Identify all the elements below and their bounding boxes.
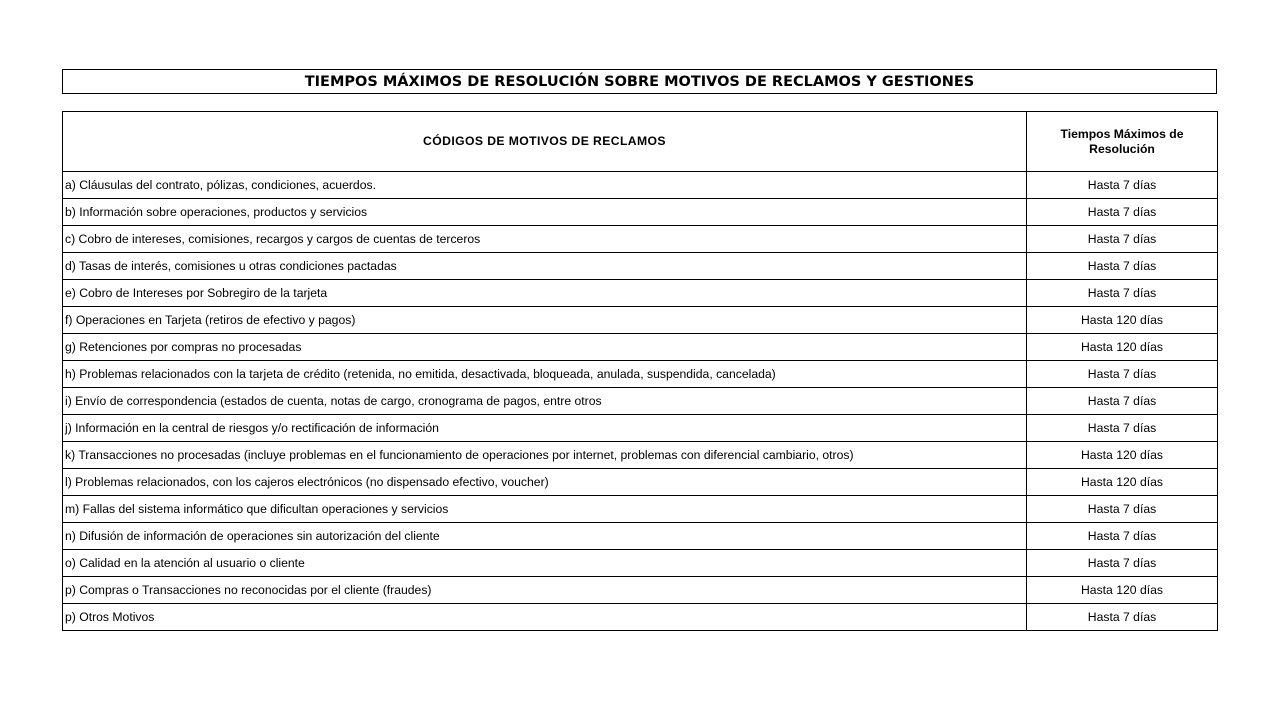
claim-reason-cell: p) Otros Motivos [63,604,1027,631]
resolution-time-cell: Hasta 7 días [1027,226,1218,253]
resolution-time-cell: Hasta 7 días [1027,172,1218,199]
table-row [63,334,1218,361]
table-row [63,226,1218,253]
table-row [63,253,1218,280]
table-row [63,604,1218,631]
table-row [63,280,1218,307]
document-title [62,69,1217,94]
claim-reason-cell: o) Calidad en la atención al usuario o cliente [63,550,1027,577]
table-row [63,361,1218,388]
claim-reason-cell: e) Cobro de Intereses por Sobregiro de la tarjeta [63,280,1027,307]
claim-reason-cell: g) Retenciones por compras no procesadas [63,334,1027,361]
table-row [63,388,1218,415]
table-row [63,577,1218,604]
resolution-time-cell: Hasta 7 días [1027,496,1218,523]
claim-reason-cell: m) Fallas del sistema informático que dificultan operaciones y servicios [63,496,1027,523]
claim-reason-cell: b) Información sobre operaciones, productos y servicios [63,199,1027,226]
resolution-time-cell: Hasta 7 días [1027,604,1218,631]
claim-reason-cell: n) Difusión de información de operaciones sin autorización del cliente [63,523,1027,550]
table-row [63,442,1218,469]
claim-reason-cell: j) Información en la central de riesgos y/o rectificación de información [63,415,1027,442]
resolution-time-cell: Hasta 7 días [1027,415,1218,442]
claim-reason-cell: l) Problemas relacionados, con los cajeros electrónicos (no dispensado efectivo, voucher) [63,469,1027,496]
table-row [63,469,1218,496]
table-row [63,307,1218,334]
header-max-resolution-time: Tiempos Máximos de Resolución [1027,112,1218,172]
resolution-time-cell: Hasta 7 días [1027,550,1218,577]
resolution-time-cell: Hasta 7 días [1027,523,1218,550]
table-row [63,496,1218,523]
table-row [63,199,1218,226]
table-body [63,172,1218,631]
claim-reason-cell: h) Problemas relacionados con la tarjeta de crédito (retenida, no emitida, desactivada, bloqueada, anulada, suspendida, cancelada) [63,361,1027,388]
claim-reason-cell: f) Operaciones en Tarjeta (retiros de efectivo y pagos) [63,307,1027,334]
claim-reason-cell: i) Envío de correspondencia (estados de cuenta, notas de cargo, cronograma de pagos, entre otros [63,388,1027,415]
claim-reason-cell: k) Transacciones no procesadas (incluye problemas en el funcionamiento de operaciones por internet, problemas con diferencial cambiario, otros) [63,442,1027,469]
resolution-time-cell: Hasta 120 días [1027,334,1218,361]
resolution-time-cell: Hasta 7 días [1027,199,1218,226]
claim-reason-cell: a) Cláusulas del contrato, pólizas, condiciones, acuerdos. [63,172,1027,199]
claim-reason-cell: p) Compras o Transacciones no reconocidas por el cliente (fraudes) [63,577,1027,604]
claim-reason-cell: d) Tasas de interés, comisiones u otras condiciones pactadas [63,253,1027,280]
resolution-times-table [62,111,1218,631]
table-row [63,523,1218,550]
resolution-time-cell: Hasta 120 días [1027,307,1218,334]
resolution-time-cell: Hasta 7 días [1027,280,1218,307]
resolution-time-cell: Hasta 120 días [1027,442,1218,469]
claim-reason-cell: c) Cobro de intereses, comisiones, recargos y cargos de cuentas de terceros [63,226,1027,253]
resolution-time-cell: Hasta 120 días [1027,469,1218,496]
header-claim-codes: CÓDIGOS DE MOTIVOS DE RECLAMOS [63,112,1027,172]
document-title-text: TIEMPOS MÁXIMOS DE RESOLUCIÓN SOBRE MOTIVOS DE RECLAMOS Y GESTIONES [304,73,975,90]
resolution-time-cell: Hasta 7 días [1027,361,1218,388]
resolution-time-cell: Hasta 120 días [1027,577,1218,604]
table-row [63,550,1218,577]
resolution-time-cell: Hasta 7 días [1027,388,1218,415]
table-row [63,172,1218,199]
table-header-row [63,112,1218,172]
table-row [63,415,1218,442]
resolution-time-cell: Hasta 7 días [1027,253,1218,280]
